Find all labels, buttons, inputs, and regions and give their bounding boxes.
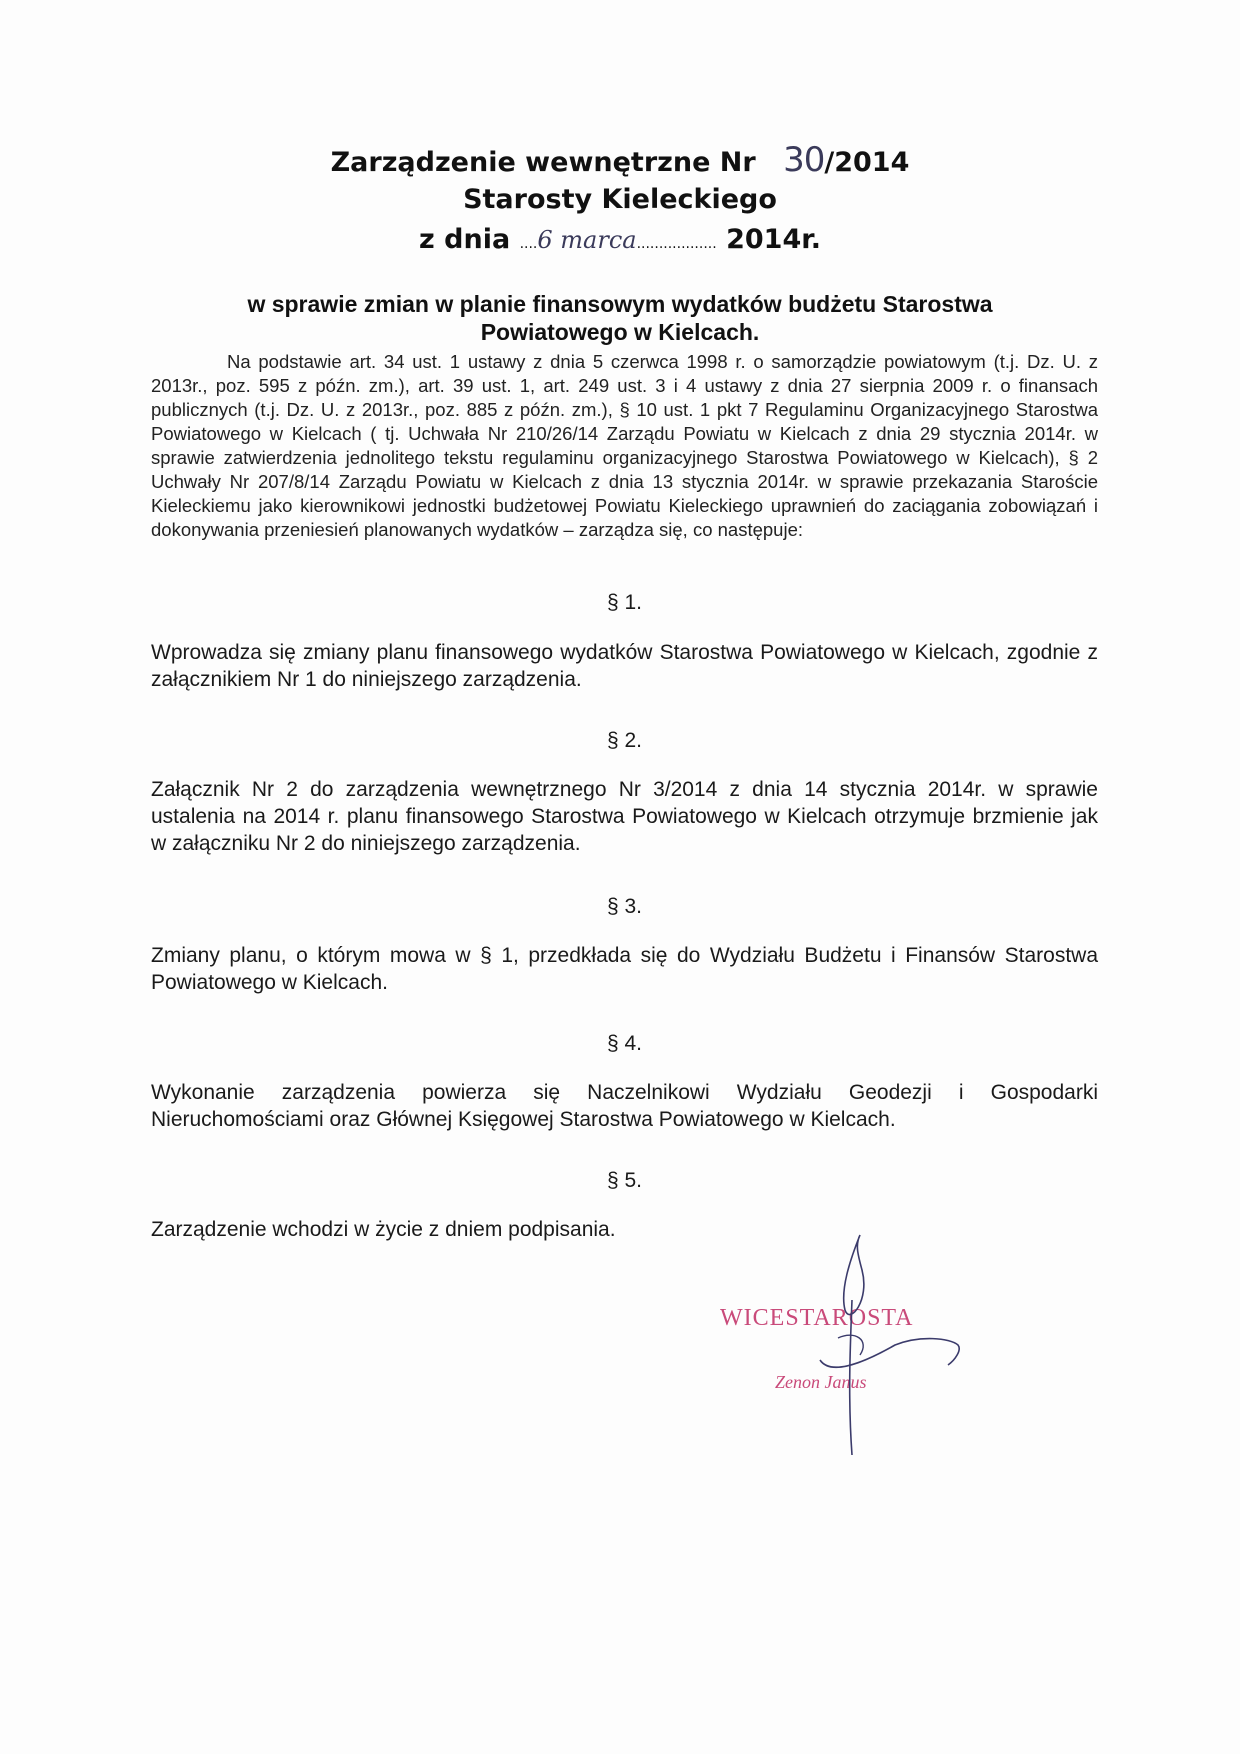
subject-line-2: Powiatowego w Kielcach. — [480, 319, 760, 345]
paragraph-heading: § 3. — [606, 895, 643, 918]
document-subject — [150, 290, 1090, 346]
paragraph-text: Wprowadza się zmiany planu finansowego wydatków Starostwa Powiatowego w Kielcach, zgodnie z załącznikiem Nr 1 do niniejszego zarządzenia. — [151, 641, 1098, 691]
header-line-2: Starosty Kieleckiego — [463, 184, 777, 215]
paragraph-heading: § 2. — [606, 729, 643, 752]
paragraph-4 — [151, 1031, 1098, 1133]
paragraph-text: Wykonanie zarządzenia powierza się Naczelnikowi Wydziału Geodezji i Gospodarki Nieruchomościami oraz Głównej Księgowej Starostwa Powiatowego w Kielcach. — [151, 1081, 1098, 1131]
paragraph-text: Zarządzenie wchodzi w życie z dniem podpisania. — [151, 1218, 616, 1241]
header-title: Zarządzenie wewnętrzne Nr — [330, 147, 756, 178]
subject-line-1: w sprawie zmian w planie finansowym wydatków budżetu Starostwa — [247, 291, 993, 317]
handwritten-date: 6 marca — [537, 226, 637, 254]
handwritten-signature — [800, 1230, 980, 1470]
paragraph-2 — [151, 728, 1098, 857]
header-line-3: z dnia ....6 marca.................. 2014r. — [419, 224, 821, 255]
paragraph-text: Załącznik Nr 2 do zarządzenia wewnętrznego Nr 3/2014 z dnia 14 stycznia 2014r. w sprawie ustalenia na 2014 r. planu finansowego Starostwa Powiatowego w Kielcach otrzymuje brzmienie jak w załączniku Nr 2 do niniejszego zarządzenia. — [151, 778, 1098, 855]
header-year: /2014 — [824, 147, 910, 178]
paragraph-heading: § 4. — [606, 1032, 643, 1055]
stamp-name: Zenon Janus — [775, 1372, 867, 1392]
paragraph-1 — [151, 590, 1098, 693]
document-header — [150, 140, 1090, 260]
legal-basis-preamble — [151, 350, 1098, 542]
header-date-year: 2014r. — [726, 224, 821, 255]
stamp-title: WICESTAROSTA — [720, 1305, 914, 1331]
handwritten-number: 30 — [783, 140, 825, 180]
preamble-text: Na podstawie art. 34 ust. 1 ustawy z dnia 5 czerwca 1998 r. o samorządzie powiatowym (t.j. Dz. U. z 2013r., poz. 595 z późn. zm.), art. 39 ust. 1, art. 249 ust. 3 i 4 ustawy z dnia 27 sierpnia 2009 r. o finansach publicznych (t.j. Dz. U. z 2013r., poz. 885 z późn. zm.), § 10 ust. 1 pkt 7 Regulaminu Organizacyjnego Starostwa Powiatowego w Kielcach ( tj. Uchwała Nr 210/26/14 Zarządu Powiatu w Kielcach z dnia 29 stycznia 2014r. w sprawie zatwierdzenia jednolitego tekstu regulaminu organizacyjnego Starostwa Powiatowego w Kielcach), § 2 Uchwały Nr 207/8/14 Zarządu Powiatu w Kielcach z dnia 13 stycznia 2014r. w sprawie przekazania Staroście Kieleckiemu jako kierownikowi jednostki budżetowej Powiatu Kieleckiego uprawnień do zaciągania zobowiązań i dokonywania przeniesień planowanych wydatków – zarządza się, co następuje: — [151, 351, 1098, 540]
paragraph-text: Zmiany planu, o którym mowa w § 1, przedkłada się do Wydziału Budżetu i Finansów Starostwa Powiatowego w Kielcach. — [151, 944, 1098, 994]
paragraph-heading: § 5. — [606, 1169, 643, 1192]
paragraph-heading: § 1. — [606, 591, 643, 614]
paragraph-3 — [151, 894, 1098, 996]
header-date-prefix: z dnia — [419, 224, 511, 255]
header-line-1 — [150, 140, 1090, 180]
